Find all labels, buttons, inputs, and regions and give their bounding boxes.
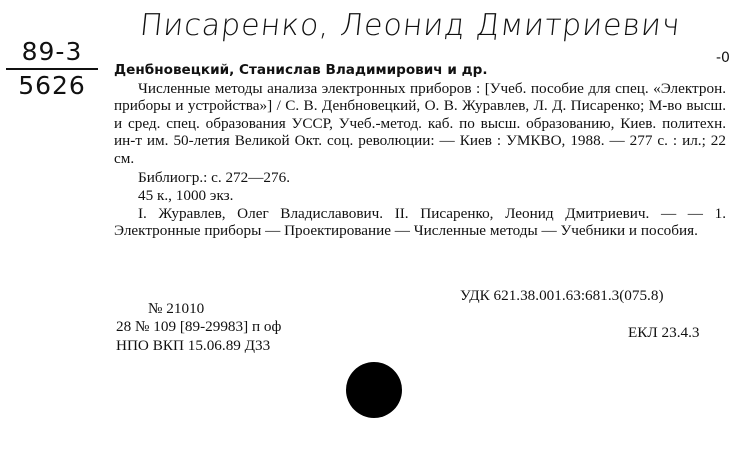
order-line: 28 № 109 [89-29983] п оф: [116, 318, 282, 335]
udc-code: УДК 621.38.001.63:681.3(075.8): [460, 287, 664, 304]
handwritten-author-note: Писаренко, Леонид Дмитриевич: [138, 8, 683, 43]
tracings: I. Журавлев, Олег Владиславович. II. Писаренко, Леонид Дмитриевич. — — 1. Электронные приборы — Проектирование — Численные методы — Учебники и пособия.: [114, 204, 726, 240]
shelfmark: [6, 38, 98, 100]
printer-line: НПО ВКП 15.06.89 Д33: [116, 337, 271, 354]
card-body: [114, 62, 726, 240]
shelfmark-top: 89-3: [21, 37, 83, 66]
card-punch-hole: [346, 362, 402, 418]
ekl-code: ЕКЛ 23.4.3: [628, 324, 700, 341]
bibliography-note: Библиогр.: с. 272—276.: [138, 168, 291, 186]
accession-number: № 21010: [148, 300, 205, 317]
corner-mark: -0: [716, 50, 730, 66]
author-heading: Денбновецкий, Станислав Владимирович и др.: [114, 62, 488, 78]
shelfmark-divider: [6, 68, 98, 70]
price-print-run: 45 к., 1000 экз.: [138, 187, 234, 205]
bibliographic-description: Численные методы анализа электронных приборов : [Учеб. пособие для спец. «Электрон. приборы и устройства»] / С. В. Денбновецкий, О. В. Журавлев, Л. Д. Писаренко; М-во высш. и сред. спец. образования УССР, Учеб.-метод. каб. по высш. образованию, Киев. политехн. ин-т им. 50-летия Великой Окт. соц. революции: — Киев : УМКВО, 1988. — 277 с. : ил.; 22 см.: [114, 79, 726, 167]
shelfmark-bottom: 5626: [18, 71, 86, 100]
